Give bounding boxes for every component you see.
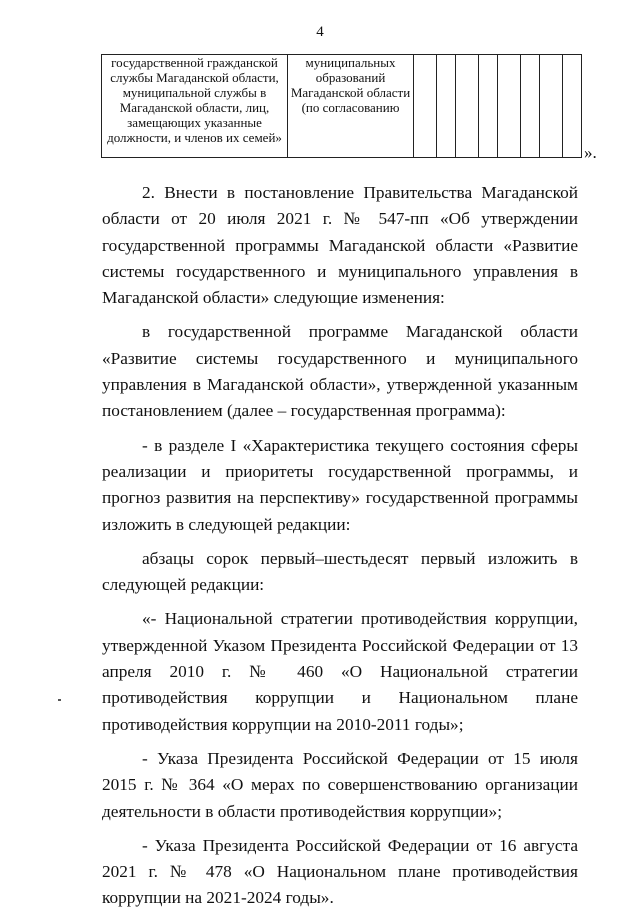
- table-cell-empty: [498, 55, 521, 158]
- document-body: [102, 180, 578, 912]
- table-cell-empty: [456, 55, 479, 158]
- paragraph-decree-478: - Указа Президента Российской Федерации от 16 августа 2021 г. № 478 «О Национальном плане противодействия коррупции на 2021-2024 годы».: [102, 835, 578, 908]
- table-cell-empty: [437, 55, 456, 158]
- paragraph-item-2: 2. Внести в постановление Правительства Магаданской области от 20 июля 2021 г. № 547-пп «Об утверждении государственной программы Магаданской области «Развитие системы государственного и муниципального управления в Магаданской области» следующие изменения:: [102, 183, 578, 308]
- table-row: [102, 55, 582, 158]
- table-cell-participants: муниципальных образований Магаданской области (по согласованию: [288, 55, 414, 158]
- paragraph-strategy: «- Национальной стратегии противодействия коррупции, утвержденной Указом Президента Российской Федерации от 13 апреля 2010 г. № 460 «О Национальной стратегии противодействия коррупции и Национальном плане противодействия коррупции на 2010-2011 годы»;: [102, 609, 578, 734]
- table-cell-empty: [540, 55, 563, 158]
- paragraph-program: в государственной программе Магаданской области «Развитие системы государственного и муниципального управления в Магаданской области», утвержденной указанным постановлением (далее – государственная программа):: [102, 322, 578, 421]
- page-number: 4: [316, 24, 324, 40]
- paragraph-section-1: - в разделе I «Характеристика текущего состояния сферы реализации и приоритеты государственной программы, и прогноз развития на перспективу» государственной программы изложить в следующей редакции:: [102, 435, 578, 534]
- table-cell-empty: [563, 55, 582, 158]
- table-fragment: [101, 54, 582, 158]
- scan-artifact-dot: [58, 699, 61, 701]
- table-cell-empty: [479, 55, 498, 158]
- paragraph-decree-364: - Указа Президента Российской Федерации от 15 июля 2015 г. № 364 «О мерах по совершенствованию организации деятельности в области противодействия коррупции»;: [102, 748, 578, 821]
- table-close-quote: ».: [584, 143, 597, 162]
- table-cell-responsible: государственной гражданской службы Магаданской области, муниципальной службы в Магаданской области, лиц, замещающих указанные должности, и членов их семей»: [102, 55, 288, 158]
- table-cell-empty: [414, 55, 437, 158]
- table-cell-empty: [521, 55, 540, 158]
- paragraph-abzacy: абзацы сорок первый–шестьдесят первый изложить в следующей редакции:: [102, 548, 578, 595]
